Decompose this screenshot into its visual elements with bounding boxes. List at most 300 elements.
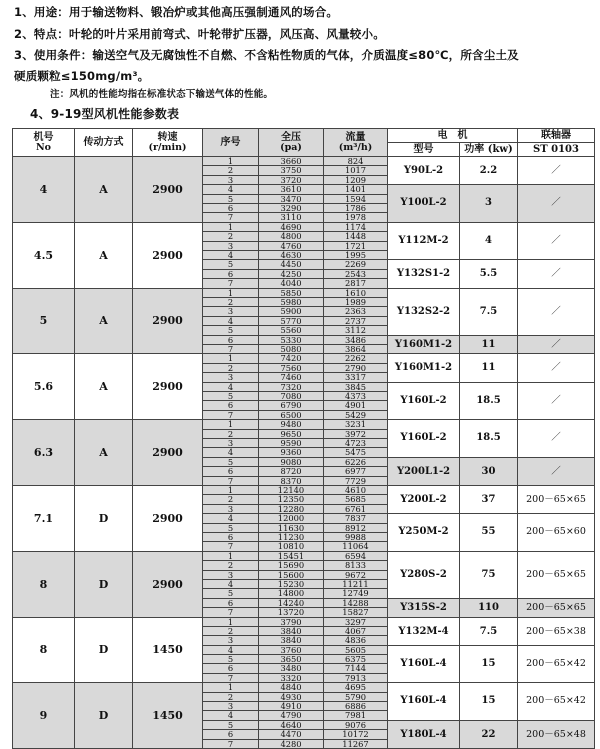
flow-value: 7913: [344, 672, 367, 683]
motor-model: Y315S-2: [388, 599, 459, 617]
flow-value: 4836: [324, 636, 387, 645]
pressure-value: 9080: [259, 458, 323, 467]
fan-group-row: [13, 354, 595, 420]
flow-value: 12749: [324, 589, 387, 598]
seq-cell: [203, 288, 259, 354]
flow-value: 1448: [324, 232, 387, 241]
seq-value: 3: [203, 242, 258, 251]
motor-coupling: ／: [518, 260, 594, 287]
seq-value: 1: [203, 420, 258, 429]
pressure-value: 14240: [259, 599, 323, 608]
flow-value: 1721: [324, 242, 387, 251]
seq-value: 1: [203, 157, 258, 166]
flow-cell: [324, 683, 388, 749]
seq-value: 4: [203, 711, 258, 720]
motor-coupling-cell: [518, 288, 595, 354]
flow-value: 1989: [324, 298, 387, 307]
seq-value: 2: [203, 561, 258, 570]
pressure-value: 7320: [259, 383, 323, 392]
motor-power: 110: [460, 599, 517, 617]
flow-value: 7729: [344, 475, 367, 486]
flow-value: 2269: [324, 260, 387, 269]
pressure-value: 3320: [280, 672, 302, 683]
seq-value: 2: [203, 232, 258, 241]
flow-value: 4610: [324, 486, 387, 495]
flow-value: 5429: [344, 409, 367, 420]
pressure-value: 8720: [259, 467, 323, 476]
seq-value: 7: [227, 607, 234, 618]
motor-coupling: 200－65×38: [518, 618, 594, 646]
flow-cell: [324, 617, 388, 683]
pressure-cell: [259, 222, 324, 288]
speed-cell: 2900: [133, 157, 203, 223]
seq-value: 3: [203, 176, 258, 185]
pressure-value: 6500: [280, 409, 302, 420]
flow-value: 3972: [324, 430, 387, 439]
fan-group-row: [13, 157, 595, 223]
fan-group-row: [13, 683, 595, 749]
motor-coupling: ／: [518, 383, 594, 420]
flow-value: 6761: [324, 505, 387, 514]
pressure-value: 4470: [259, 730, 323, 739]
motor-power: 30: [460, 458, 517, 485]
seq-value: 4: [203, 185, 258, 194]
seq-value: 5: [203, 655, 258, 664]
motor-power-cell: [460, 617, 518, 683]
motor-power-cell: [460, 683, 518, 749]
flow-value: 10172: [324, 730, 387, 739]
fan-group-row: [13, 288, 595, 354]
intro-line-usage: 1、用途：用于输送物料、锻冶炉或其他高压强制通风的场合。: [14, 5, 339, 19]
seq-value: 6: [203, 270, 258, 279]
flow-value: 4373: [324, 392, 387, 401]
motor-model-cell: [388, 551, 460, 617]
seq-value: 6: [203, 204, 258, 213]
seq-value: 5: [203, 589, 258, 598]
motor-power: 7.5: [460, 289, 517, 336]
flow-value: 7144: [324, 664, 387, 673]
pressure-value: 5330: [259, 336, 323, 345]
flow-value: 8133: [324, 561, 387, 570]
seq-cell: [203, 683, 259, 749]
pressure-value: 3480: [259, 664, 323, 673]
header-fan-no: 机号 No: [13, 129, 75, 157]
motor-model-cell: [388, 485, 460, 551]
header-coupling-code: ST 0103: [518, 143, 595, 157]
pressure-value: 4040: [280, 278, 302, 289]
flow-value: 4723: [324, 439, 387, 448]
speed-cell: 2900: [133, 354, 203, 420]
pressure-value: 12140: [259, 486, 323, 495]
motor-model: Y160L-2: [388, 420, 459, 458]
pressure-value: 5980: [259, 298, 323, 307]
pressure-cell: [259, 354, 324, 420]
pressure-value: 3840: [259, 627, 323, 636]
pressure-value: 5770: [259, 317, 323, 326]
motor-coupling: 200－65×42: [518, 646, 594, 683]
flow-value: 1594: [324, 195, 387, 204]
fan-performance-table: [12, 128, 595, 749]
pressure-value: 14800: [259, 589, 323, 598]
pressure-value: 9480: [259, 420, 323, 429]
motor-power: 2.2: [460, 157, 517, 185]
seq-value: 1: [203, 552, 258, 561]
seq-value: 6: [203, 467, 258, 476]
pressure-value: 5850: [259, 289, 323, 298]
flow-value: 3297: [324, 618, 387, 627]
seq-cell: [203, 617, 259, 683]
speed-cell: 2900: [133, 551, 203, 617]
speed-cell: 2900: [133, 222, 203, 288]
motor-coupling-cell: [518, 157, 595, 223]
seq-value: 5: [203, 458, 258, 467]
fan-no-cell: 8: [13, 617, 75, 683]
motor-model: Y90L-2: [388, 157, 459, 185]
motor-power-cell: [460, 420, 518, 486]
drive-cell: A: [75, 420, 133, 486]
table-header: [13, 129, 595, 157]
seq-value: 7: [227, 738, 234, 749]
fan-group-row: [13, 222, 595, 288]
seq-value: 3: [203, 636, 258, 645]
flow-value: 5685: [324, 495, 387, 504]
seq-value: 7: [227, 541, 234, 552]
seq-value: 3: [203, 373, 258, 382]
seq-cell: [203, 222, 259, 288]
pressure-value: 15451: [259, 552, 323, 561]
flow-value: 3845: [324, 383, 387, 392]
motor-coupling: ／: [518, 289, 594, 336]
motor-power: 55: [460, 514, 517, 551]
flow-cell: [324, 157, 388, 223]
flow-value: 5605: [324, 646, 387, 655]
seq-value: 4: [203, 383, 258, 392]
seq-value: 1: [203, 683, 258, 692]
drive-cell: A: [75, 288, 133, 354]
pressure-value: 4910: [259, 702, 323, 711]
pressure-value: 13720: [277, 607, 305, 618]
pressure-value: 3290: [259, 204, 323, 213]
seq-value: 5: [203, 721, 258, 730]
pressure-cell: [259, 420, 324, 486]
pressure-cell: [259, 157, 324, 223]
header-power: 功率 (kw): [460, 143, 518, 157]
flow-value: 5475: [324, 448, 387, 457]
intro-note: 注：风机的性能均指在标准状态下输送气体的性能。: [50, 89, 274, 100]
flow-value: 6594: [324, 552, 387, 561]
seq-value: 3: [203, 702, 258, 711]
flow-value: 8912: [324, 524, 387, 533]
motor-power: 22: [460, 721, 517, 748]
fan-group-row: [13, 485, 595, 551]
motor-power: 15: [460, 683, 517, 721]
pressure-value: 4630: [259, 251, 323, 260]
seq-value: 6: [203, 533, 258, 542]
flow-value: 6977: [324, 467, 387, 476]
fan-no-cell: 4: [13, 157, 75, 223]
motor-power-cell: [460, 485, 518, 551]
pressure-value: 3470: [259, 195, 323, 204]
motor-power: 11: [460, 354, 517, 382]
speed-cell: 2900: [133, 485, 203, 551]
flow-value: 4901: [324, 401, 387, 410]
motor-power-cell: [460, 157, 518, 223]
seq-cell: [203, 485, 259, 551]
seq-value: 1: [203, 354, 258, 363]
header-seq: 序号: [203, 129, 259, 157]
pressure-value: 4450: [259, 260, 323, 269]
pressure-value: 4640: [259, 721, 323, 730]
motor-power: 37: [460, 486, 517, 514]
seq-value: 2: [203, 364, 258, 373]
flow-value: 2262: [324, 354, 387, 363]
motor-power: 7.5: [460, 618, 517, 646]
motor-coupling: ／: [518, 458, 594, 485]
pressure-value: 3660: [259, 157, 323, 166]
table-body: [13, 157, 595, 749]
fan-no-cell: 6.3: [13, 420, 75, 486]
intro-line-conditions: 3、使用条件：输送空气及无腐蚀性不自燃、不含粘性物质的气体，介质温度≤80℃，所含尘土及: [14, 48, 519, 62]
pressure-value: 4790: [259, 711, 323, 720]
pressure-value: 15600: [259, 571, 323, 580]
pressure-value: 7420: [259, 354, 323, 363]
flow-value: 1174: [324, 223, 387, 232]
seq-value: 4: [203, 448, 258, 457]
flow-value: 4695: [324, 683, 387, 692]
flow-value: 6226: [324, 458, 387, 467]
seq-value: 2: [203, 166, 258, 175]
motor-model-cell: [388, 420, 460, 486]
fan-no-cell: 4.5: [13, 222, 75, 288]
motor-coupling: 200－65×65: [518, 599, 594, 617]
flow-value: 2363: [324, 307, 387, 316]
seq-value: 7: [227, 278, 234, 289]
motor-model-cell: [388, 354, 460, 420]
seq-value: 5: [203, 392, 258, 401]
flow-cell: [324, 420, 388, 486]
seq-value: 5: [203, 195, 258, 204]
motor-power-cell: [460, 551, 518, 617]
seq-value: 1: [203, 618, 258, 627]
pressure-value: 15230: [259, 580, 323, 589]
fan-no-cell: 8: [13, 551, 75, 617]
pressure-value: 3720: [259, 176, 323, 185]
flow-value: 3112: [324, 326, 387, 335]
fan-group-row: [13, 617, 595, 683]
motor-model: Y112M-2: [388, 223, 459, 261]
motor-model: Y280S-2: [388, 552, 459, 599]
flow-cell: [324, 222, 388, 288]
pressure-cell: [259, 617, 324, 683]
flow-value: 1610: [324, 289, 387, 298]
intro-line-features: 2、特点：叶轮的叶片采用前弯式、叶轮带扩压器，风压高、风量较小。: [14, 27, 385, 41]
pressure-value: 10810: [277, 541, 305, 552]
seq-value: 4: [203, 646, 258, 655]
flow-value: 5790: [324, 693, 387, 702]
motor-coupling-cell: [518, 551, 595, 617]
motor-model: Y132M-4: [388, 618, 459, 646]
pressure-value: 4840: [259, 683, 323, 692]
motor-power: 11: [460, 336, 517, 354]
drive-cell: A: [75, 354, 133, 420]
fan-no-cell: 9: [13, 683, 75, 749]
motor-coupling-cell: [518, 617, 595, 683]
drive-cell: D: [75, 551, 133, 617]
motor-coupling: 200－65×60: [518, 514, 594, 551]
flow-cell: [324, 551, 388, 617]
seq-cell: [203, 157, 259, 223]
seq-value: 4: [203, 317, 258, 326]
pressure-value: 12350: [259, 495, 323, 504]
seq-value: 6: [203, 401, 258, 410]
drive-cell: D: [75, 683, 133, 749]
pressure-cell: [259, 288, 324, 354]
flow-value: 6375: [324, 655, 387, 664]
pressure-value: 4280: [280, 738, 302, 749]
motor-power: 18.5: [460, 420, 517, 458]
seq-value: 7: [227, 672, 234, 683]
speed-cell: 1450: [133, 683, 203, 749]
seq-value: 3: [203, 571, 258, 580]
intro-line-conditions-cont: 硬质颗粒≤150mg/m³。: [14, 69, 150, 83]
motor-coupling: 200－65×65: [518, 552, 594, 599]
flow-value: 7981: [324, 711, 387, 720]
seq-value: 7: [227, 212, 234, 223]
header-pressure: 全压 (pa): [259, 129, 324, 157]
pressure-value: 4250: [259, 270, 323, 279]
seq-value: 3: [203, 439, 258, 448]
flow-value: 1017: [324, 166, 387, 175]
pressure-value: 3610: [259, 185, 323, 194]
flow-value: 1401: [324, 185, 387, 194]
seq-value: 6: [203, 336, 258, 345]
seq-value: 5: [203, 524, 258, 533]
pressure-value: 6790: [259, 401, 323, 410]
pressure-value: 12000: [259, 514, 323, 523]
pressure-cell: [259, 485, 324, 551]
pressure-value: 3750: [259, 166, 323, 175]
flow-value: 11211: [324, 580, 387, 589]
pressure-value: 4800: [259, 232, 323, 241]
header-speed: 转速 (r/min): [133, 129, 203, 157]
flow-value: 3486: [324, 336, 387, 345]
pressure-value: 9590: [259, 439, 323, 448]
seq-value: 5: [203, 260, 258, 269]
flow-value: 1209: [324, 176, 387, 185]
seq-value: 6: [203, 599, 258, 608]
flow-value: 11064: [342, 541, 369, 552]
flow-value: 2737: [324, 317, 387, 326]
motor-coupling: ／: [518, 354, 594, 382]
motor-model-cell: [388, 617, 460, 683]
pressure-value: 9360: [259, 448, 323, 457]
flow-value: 9672: [324, 571, 387, 580]
drive-cell: A: [75, 222, 133, 288]
seq-value: 2: [203, 495, 258, 504]
flow-value: 15827: [342, 607, 369, 618]
motor-power: 4: [460, 223, 517, 261]
motor-model-cell: [388, 683, 460, 749]
flow-value: 3864: [344, 343, 367, 354]
pressure-value: 3110: [280, 212, 302, 223]
seq-cell: [203, 420, 259, 486]
flow-value: 2817: [344, 278, 367, 289]
seq-value: 4: [203, 514, 258, 523]
flow-value: 3231: [324, 420, 387, 429]
flow-value: 9076: [324, 721, 387, 730]
pressure-value: 11630: [259, 524, 323, 533]
pressure-value: 4690: [259, 223, 323, 232]
pressure-value: 3840: [259, 636, 323, 645]
seq-value: 3: [203, 505, 258, 514]
motor-model: Y250M-2: [388, 514, 459, 551]
motor-power: 3: [460, 185, 517, 222]
pressure-value: 15690: [259, 561, 323, 570]
seq-cell: [203, 354, 259, 420]
motor-power: 18.5: [460, 383, 517, 420]
motor-coupling-cell: [518, 420, 595, 486]
seq-value: 7: [227, 475, 234, 486]
motor-coupling: ／: [518, 420, 594, 458]
pressure-value: 7080: [259, 392, 323, 401]
flow-value: 1995: [324, 251, 387, 260]
fan-no-cell: 5: [13, 288, 75, 354]
motor-model-cell: [388, 157, 460, 223]
flow-value: 14288: [324, 599, 387, 608]
pressure-value: 7460: [259, 373, 323, 382]
motor-model: Y160L-4: [388, 646, 459, 683]
motor-model: Y200L1-2: [388, 458, 459, 485]
flow-value: 7837: [324, 514, 387, 523]
flow-cell: [324, 288, 388, 354]
pressure-value: 12280: [259, 505, 323, 514]
pressure-value: 5900: [259, 307, 323, 316]
fan-group-row: [13, 420, 595, 486]
flow-value: 4067: [324, 627, 387, 636]
motor-model: Y132S2-2: [388, 289, 459, 336]
motor-power: 75: [460, 552, 517, 599]
seq-value: 1: [203, 486, 258, 495]
pressure-value: 11230: [259, 533, 323, 542]
motor-power-cell: [460, 288, 518, 354]
speed-cell: 2900: [133, 420, 203, 486]
seq-cell: [203, 551, 259, 617]
fan-no-cell: 7.1: [13, 485, 75, 551]
flow-value: 1786: [324, 204, 387, 213]
flow-value: 2790: [324, 364, 387, 373]
motor-coupling: ／: [518, 157, 594, 185]
flow-value: 3317: [324, 373, 387, 382]
pressure-value: 5080: [280, 343, 302, 354]
pressure-value: 3790: [259, 618, 323, 627]
seq-value: 4: [203, 580, 258, 589]
header-model: 型号: [388, 143, 460, 157]
speed-cell: 2900: [133, 288, 203, 354]
motor-model: Y100L-2: [388, 185, 459, 222]
flow-cell: [324, 485, 388, 551]
motor-coupling-cell: [518, 485, 595, 551]
seq-value: 7: [227, 409, 234, 420]
motor-model: Y200L-2: [388, 486, 459, 514]
flow-cell: [324, 354, 388, 420]
seq-value: 5: [203, 326, 258, 335]
seq-value: 7: [227, 343, 234, 354]
motor-coupling-cell: [518, 354, 595, 420]
flow-value: 11267: [342, 738, 369, 749]
flow-value: 1978: [344, 212, 367, 223]
motor-model: Y160M1-2: [388, 354, 459, 382]
motor-coupling-cell: [518, 222, 595, 288]
